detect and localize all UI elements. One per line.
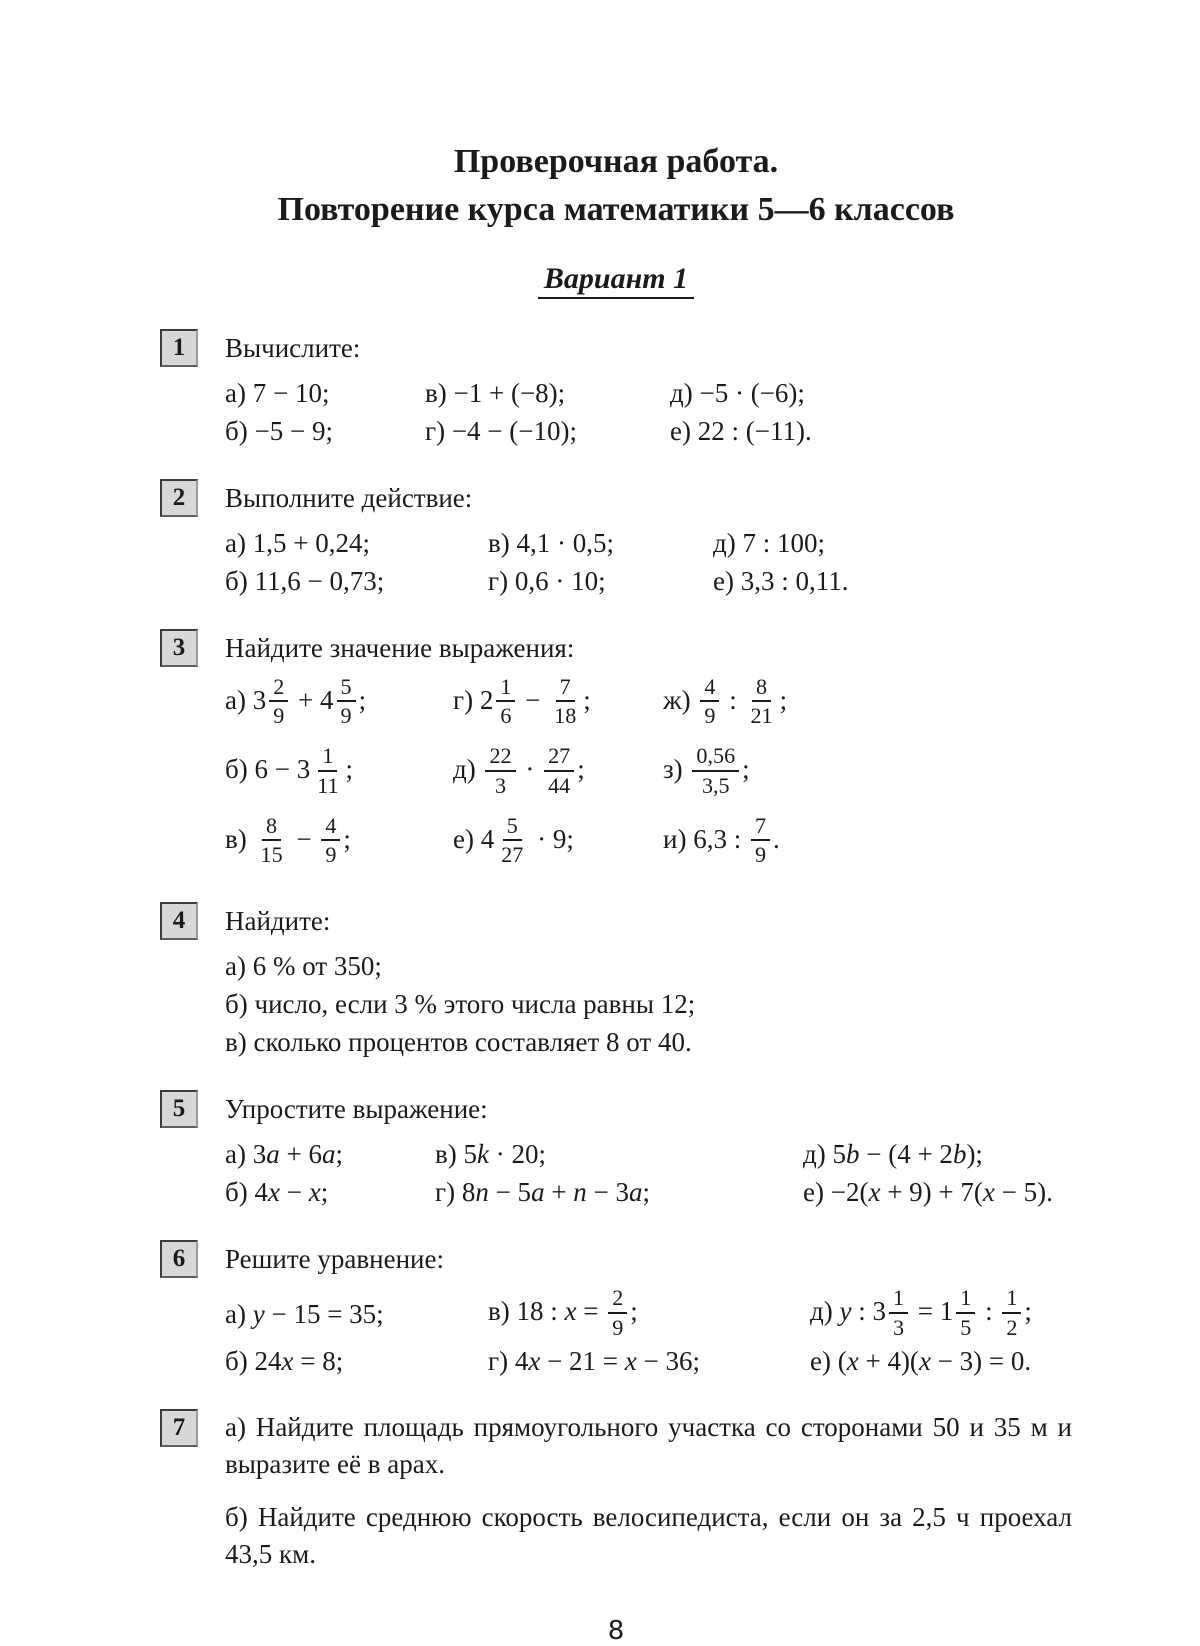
item-label: а) xyxy=(225,378,253,408)
problem-row xyxy=(225,676,1072,729)
problem xyxy=(160,1090,1072,1213)
problem-prompt: Упростите выражение: xyxy=(225,1094,488,1125)
item-label: и) xyxy=(663,823,694,854)
item-label: в) xyxy=(435,1139,464,1170)
item-label: б) xyxy=(225,1501,258,1532)
problem-item: е) −2(x + 9) + 7(x − 5). xyxy=(803,1177,1053,1208)
item-label: г) xyxy=(453,684,480,715)
variable: x xyxy=(846,1345,859,1376)
variable: a xyxy=(321,1139,336,1170)
fraction-denominator: 3 xyxy=(892,1314,905,1340)
problem xyxy=(160,329,1072,452)
fraction-denominator: 44 xyxy=(548,772,571,798)
fraction-numerator: 8 xyxy=(262,813,281,841)
problem-row xyxy=(225,1409,1072,1483)
item-label: е) xyxy=(803,1177,831,1208)
fraction xyxy=(497,813,527,866)
item-label: в) xyxy=(488,528,517,558)
problem-row xyxy=(225,812,1072,868)
fraction-numerator: 1 xyxy=(318,743,337,771)
problem-prompt: Вычислите: xyxy=(225,333,361,363)
fraction xyxy=(956,1285,975,1338)
problem-item: б) 24x = 8; xyxy=(225,1345,344,1376)
item-label: е) xyxy=(713,566,741,596)
page-title-line2: Повторение курса математики 5—6 классов xyxy=(277,191,955,228)
problem-item: г) 4x − 21 = x − 36; xyxy=(488,1345,700,1376)
item-label: г) xyxy=(435,1177,462,1208)
problem-row xyxy=(225,745,1072,798)
variant-heading xyxy=(160,262,1072,299)
fraction-denominator: 9 xyxy=(340,703,352,729)
item-label: б) xyxy=(225,566,255,596)
fraction xyxy=(700,674,719,727)
problem-content xyxy=(225,1409,1072,1589)
variable: x xyxy=(982,1177,995,1208)
item-label: д) xyxy=(670,378,700,408)
item-label: в) xyxy=(225,1027,254,1058)
item-label: а) xyxy=(225,528,253,558)
problem-item: в) 4,1 · 0,5; xyxy=(488,528,614,558)
problem-row xyxy=(225,1344,1072,1379)
problem xyxy=(160,629,1072,884)
fraction-denominator: 21 xyxy=(750,703,773,729)
problem-content xyxy=(225,1090,1072,1213)
fraction xyxy=(257,813,287,866)
item-label: а) xyxy=(225,684,253,715)
problem-item: в) сколько процентов составляет 8 от 40. xyxy=(225,1027,692,1058)
variable: x xyxy=(528,1345,541,1376)
item-label: з) xyxy=(663,754,690,785)
problem-item: б) число, если 3 % этого числа равны 12; xyxy=(225,989,696,1020)
problem-prompt: Выполните действие: xyxy=(225,483,473,513)
variable: n xyxy=(573,1177,587,1208)
fraction xyxy=(550,674,580,727)
fraction-numerator: 4 xyxy=(321,813,340,841)
problem-item: г) −4 − (−10); xyxy=(425,416,577,446)
item-label: е) xyxy=(453,823,481,854)
problem-item: в) −1 + (−8); xyxy=(425,378,566,408)
fraction-denominator: 5 xyxy=(960,1314,972,1340)
problem-item: б) 4x − x; xyxy=(225,1177,329,1208)
problems-list xyxy=(160,329,1072,1589)
fraction xyxy=(337,674,356,727)
problem-item: г) 2 $\frac{1}{6}$ − $\frac{7}{18}$ ; xyxy=(453,674,591,729)
fraction xyxy=(485,743,515,796)
problem-row xyxy=(225,1025,1072,1060)
fraction-numerator: 5 xyxy=(337,674,356,702)
problem-item: д) 7 : 100; xyxy=(713,528,825,558)
fraction-denominator: 9 xyxy=(704,703,716,729)
problem-item: а) y − 15 = 35; xyxy=(225,1298,384,1329)
fraction-numerator: 1 xyxy=(956,1285,975,1313)
fraction-denominator: 11 xyxy=(317,772,339,798)
fraction-numerator: 0,56 xyxy=(692,743,739,771)
fraction xyxy=(1002,1285,1021,1338)
problem-item: е) 3,3 : 0,11. xyxy=(713,566,849,596)
problem-item: а) 7 − 10; xyxy=(225,378,330,408)
item-label: в) xyxy=(225,823,254,854)
variable: k xyxy=(477,1139,489,1170)
item-label: б) xyxy=(225,1177,255,1208)
variable: a xyxy=(266,1139,280,1170)
fraction-numerator: 8 xyxy=(752,674,771,702)
variable: a xyxy=(629,1177,643,1208)
variable: x xyxy=(267,1177,280,1208)
page-title-line1: Проверочная работа. xyxy=(453,143,779,180)
fraction-denominator: 9 xyxy=(612,1314,624,1340)
fraction-numerator: 2 xyxy=(608,1285,627,1313)
problem-item: а) 3 $\frac{2}{9}$ + 4 $\frac{5}{9}$ ; xyxy=(225,674,367,729)
item-label: г) xyxy=(488,1345,515,1376)
variable: y xyxy=(839,1296,852,1327)
problem xyxy=(160,1240,1072,1381)
fraction xyxy=(496,674,515,727)
fraction-denominator: 2 xyxy=(1006,1314,1018,1340)
problem-item: в) $\frac{8}{15}$ − $\frac{4}{9}$ ; xyxy=(225,812,351,868)
variable: x xyxy=(281,1345,294,1376)
fraction-denominator: 3 xyxy=(495,772,507,798)
problem-number-badge: 4 xyxy=(160,902,198,940)
problem-number-badge: 5 xyxy=(160,1090,198,1128)
problem-item: а) 3a + 6a; xyxy=(225,1139,343,1170)
fraction-denominator: 9 xyxy=(754,842,767,868)
item-label: г) xyxy=(488,566,515,596)
problem xyxy=(160,1409,1072,1589)
fraction-numerator: 27 xyxy=(544,743,574,771)
problem-content xyxy=(225,329,1072,452)
fraction xyxy=(321,813,340,866)
variable: x xyxy=(564,1296,577,1327)
problem-item: в) 5k · 20; xyxy=(435,1139,546,1170)
problem-content xyxy=(225,902,1072,1063)
fraction-denominator: 9 xyxy=(325,842,337,868)
item-label: д) xyxy=(810,1296,840,1327)
problem-item: д) −5 · (−6); xyxy=(670,378,805,408)
variant-label: Вариант 1 xyxy=(538,262,694,299)
fraction xyxy=(269,674,288,727)
problem-item: а) 6 % от 350; xyxy=(225,951,382,982)
fraction xyxy=(608,1285,627,1338)
item-label: д) xyxy=(713,528,743,558)
page-number: 8 xyxy=(607,1615,625,1646)
item-label: б) xyxy=(225,989,255,1020)
variable: x xyxy=(868,1177,881,1208)
problem-item: в) 18 : x = $\frac{2}{9}$ ; xyxy=(488,1285,638,1340)
problem-item: е) 22 : (−11). xyxy=(670,416,812,446)
fraction-numerator: 5 xyxy=(503,813,522,841)
problem-prompt: Найдите: xyxy=(225,906,331,937)
fraction-numerator: 4 xyxy=(700,674,719,702)
fraction-denominator: 27 xyxy=(501,842,524,868)
problem-item: г) 0,6 · 10; xyxy=(488,566,606,596)
problem-row xyxy=(225,1499,1072,1573)
problem-item: д) y : 3 $\frac{1}{3}$ = 1 $\frac{1}{5}$ : $\frac{1}{2}$ ; xyxy=(810,1285,1032,1340)
problem-number-badge: 6 xyxy=(160,1240,198,1278)
item-label: е) xyxy=(810,1345,838,1376)
fraction-numerator: 22 xyxy=(485,743,515,771)
problem-number-badge: 7 xyxy=(160,1409,198,1447)
fraction xyxy=(313,743,342,796)
variable: n xyxy=(475,1177,489,1208)
variable: a xyxy=(531,1177,545,1208)
item-label: д) xyxy=(453,754,483,785)
variable: y xyxy=(252,1298,265,1329)
problem-prompt: Решите уравнение: xyxy=(225,1244,444,1275)
item-label: е) xyxy=(670,416,698,446)
fraction xyxy=(751,813,770,866)
fraction xyxy=(889,1285,908,1338)
problem-row xyxy=(225,949,1072,984)
item-label: в) xyxy=(425,378,454,408)
variable: x xyxy=(624,1345,637,1376)
problem-row xyxy=(225,526,1072,561)
problem-row xyxy=(225,1175,1072,1210)
fraction-numerator: 1 xyxy=(889,1285,908,1313)
problem-item: ж) $\frac{4}{9}$ : $\frac{8}{21}$ ; xyxy=(663,674,788,729)
problem-item: г) 8n − 5a + n − 3a; xyxy=(435,1177,651,1208)
problem-item: з) $\frac{0,56}{3,5}$ ; xyxy=(663,743,750,798)
fraction-denominator: 9 xyxy=(273,703,285,729)
problem-prompt: Найдите значение выражения: xyxy=(225,633,575,663)
problem-item: е) 4 $\frac{5}{27}$ · 9; xyxy=(453,812,574,868)
fraction-numerator: 7 xyxy=(556,674,575,702)
fraction-denominator: 3,5 xyxy=(701,772,730,798)
problem-row xyxy=(225,1287,1072,1340)
problem-item: е) (x + 4)(x − 3) = 0. xyxy=(810,1345,1032,1376)
item-label: б) xyxy=(225,754,255,785)
fraction-numerator: 7 xyxy=(751,813,770,841)
fraction-denominator: 6 xyxy=(500,703,512,729)
item-label: а) xyxy=(225,951,253,982)
item-label: в) xyxy=(488,1296,517,1327)
variable: x xyxy=(918,1345,931,1376)
item-label: а) xyxy=(225,1411,256,1442)
problem-item: б) 6 − 3 $\frac{1}{11}$ ; xyxy=(225,743,354,798)
problem-number-badge: 1 xyxy=(160,329,198,367)
page-title xyxy=(160,138,1072,234)
fraction-denominator: 15 xyxy=(260,842,283,868)
problem-row xyxy=(225,1137,1072,1172)
variable: b xyxy=(952,1139,967,1170)
problem-item: д) $\frac{22}{3}$ · $\frac{27}{44}$ ; xyxy=(453,743,585,798)
fraction xyxy=(692,743,739,796)
item-label: д) xyxy=(803,1139,833,1170)
problem-content xyxy=(225,629,1072,884)
problem-number-badge: 3 xyxy=(160,629,198,667)
problem-item: б) 11,6 − 0,73; xyxy=(225,566,385,596)
fraction xyxy=(746,674,776,727)
problem-item: а) Найдите площадь прямоугольного участка со сторонами 50 и 35 м и выразите её в арах. xyxy=(225,1411,1072,1479)
problem-row xyxy=(225,987,1072,1022)
problem-number-badge: 2 xyxy=(160,479,198,517)
item-label: б) xyxy=(225,1345,255,1376)
fraction-numerator: 1 xyxy=(1002,1285,1021,1313)
problem-item: д) 5b − (4 + 2b); xyxy=(803,1139,983,1170)
problem-content xyxy=(225,479,1072,602)
fraction-numerator: 2 xyxy=(269,674,288,702)
variable: x xyxy=(308,1177,321,1208)
problem-row xyxy=(225,414,1072,449)
item-label: ж) xyxy=(663,684,698,715)
problem xyxy=(160,902,1072,1063)
fraction-denominator: 18 xyxy=(554,703,577,729)
problem-item: б) −5 − 9; xyxy=(225,416,333,446)
problem-content xyxy=(225,1240,1072,1381)
page-header xyxy=(160,138,1072,299)
item-label: а) xyxy=(225,1139,253,1170)
variable: b xyxy=(845,1139,860,1170)
item-label: г) xyxy=(425,416,452,446)
problem-row xyxy=(225,564,1072,599)
fraction xyxy=(544,743,574,796)
item-label: а) xyxy=(225,1298,253,1329)
problem-item: а) 1,5 + 0,24; xyxy=(225,528,370,558)
problem-item: и) 6,3 : $\frac{7}{9}$ . xyxy=(663,812,780,868)
problem xyxy=(160,479,1072,602)
problem-row xyxy=(225,376,1072,411)
fraction-numerator: 1 xyxy=(496,674,515,702)
item-label: б) xyxy=(225,416,255,446)
problem-item: б) Найдите среднюю скорость велосипедиста, если он за 2,5 ч проехал 43,5 км. xyxy=(225,1501,1072,1569)
